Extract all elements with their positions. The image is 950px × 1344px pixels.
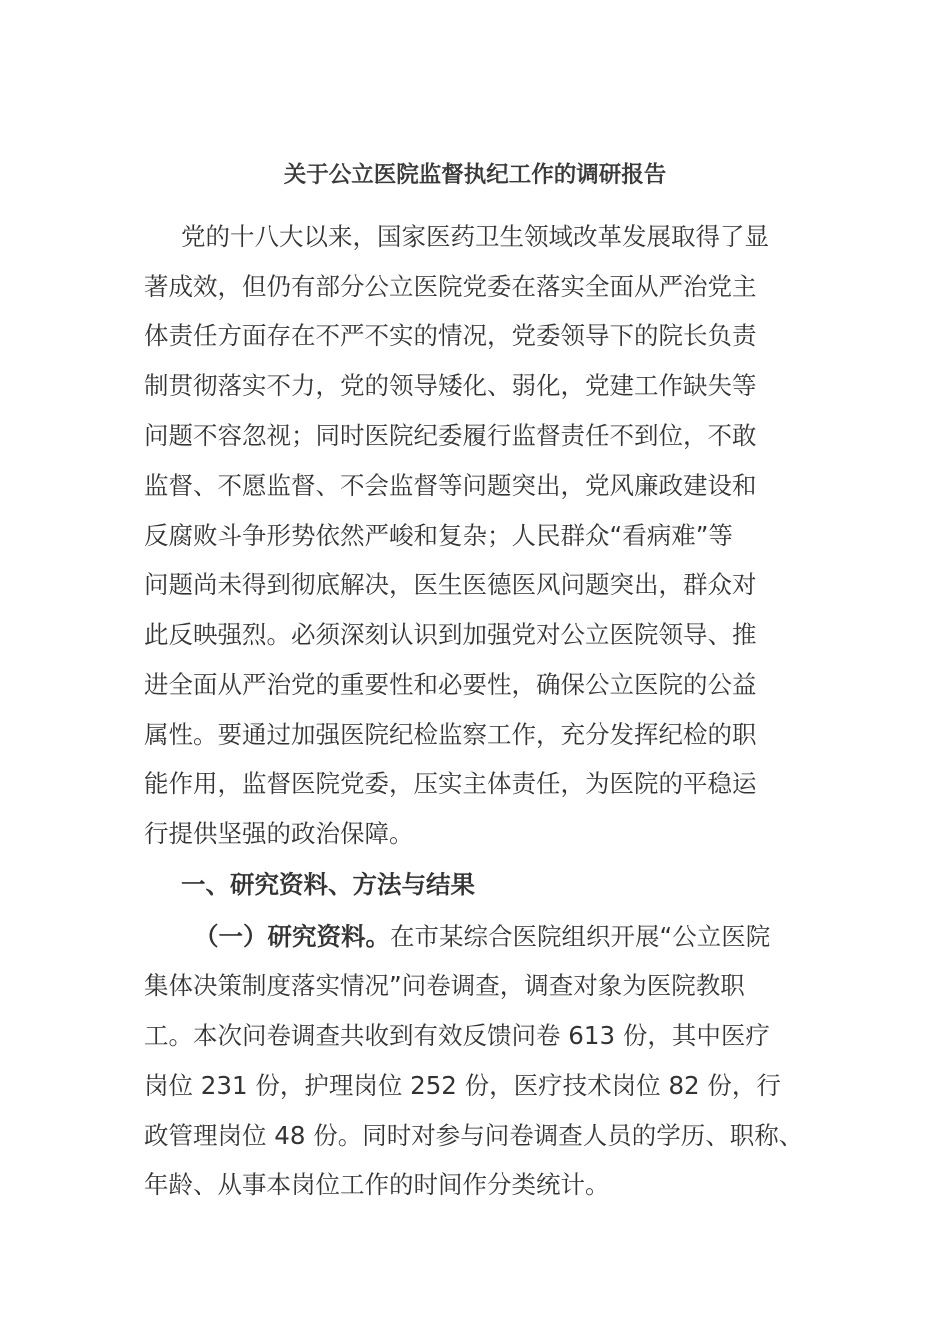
- paragraph-line: 体责任方面存在不严不实的情况，党委领导下的院长负责: [144, 321, 757, 350]
- paragraph-line: 著成效，但仍有部分公立医院党委在落实全面从严治党主: [144, 272, 757, 301]
- paragraph-line: 年龄、从事本岗位工作的时间作分类统计。: [144, 1170, 610, 1199]
- subsection-first-line: [194, 919, 770, 955]
- paragraph-line: 行提供坚强的政治保障。: [144, 819, 414, 848]
- paragraph-line: 反腐败斗争形势依然严峻和复杂；人民群众“看病难”等: [144, 521, 733, 550]
- paragraph-line: 工。本次问卷调查共收到有效反馈问卷 613 份，其中医疗: [144, 1021, 770, 1050]
- paragraph-line: 党的十八大以来，国家医药卫生领域改革发展取得了显: [181, 222, 769, 251]
- paragraph-line: 问题尚未得到彻底解决，医生医德医风问题突出，群众对: [144, 570, 757, 599]
- paragraph-line: 能作用，监督医院党委，压实主体责任，为医院的平稳运: [144, 769, 757, 798]
- section-heading: 一、研究资料、方法与结果: [181, 870, 475, 899]
- paragraph-line: 集体决策制度落实情况”问卷调查，调查对象为医院教职: [144, 971, 745, 1000]
- paragraph-line: 问题不容忽视；同时医院纪委履行监督责任不到位，不敢: [144, 421, 757, 450]
- document-title: 关于公立医院监督执纪工作的调研报告: [283, 162, 667, 188]
- subsection-label: （一）研究资料。: [194, 922, 390, 951]
- subsection-text: 在市某综合医院组织开展“公立医院: [390, 922, 771, 951]
- paragraph-line: 制贯彻落实不力，党的领导矮化、弱化，党建工作缺失等: [144, 371, 757, 400]
- paragraph-line: 属性。要通过加强医院纪检监察工作，充分发挥纪检的职: [144, 720, 757, 749]
- paragraph-line: 进全面从严治党的重要性和必要性，确保公立医院的公益: [144, 670, 757, 699]
- paragraph-line: 监督、不愿监督、不会监督等问题突出，党风廉政建设和: [144, 471, 757, 500]
- paragraph-line: 岗位 231 份，护理岗位 252 份，医疗技术岗位 82 份，行: [144, 1071, 781, 1100]
- paragraph-line: 政管理岗位 48 份。同时对参与问卷调查人员的学历、职称、: [144, 1121, 804, 1150]
- paragraph-line: 此反映强烈。必须深刻认识到加强党对公立医院领导、推: [144, 620, 757, 649]
